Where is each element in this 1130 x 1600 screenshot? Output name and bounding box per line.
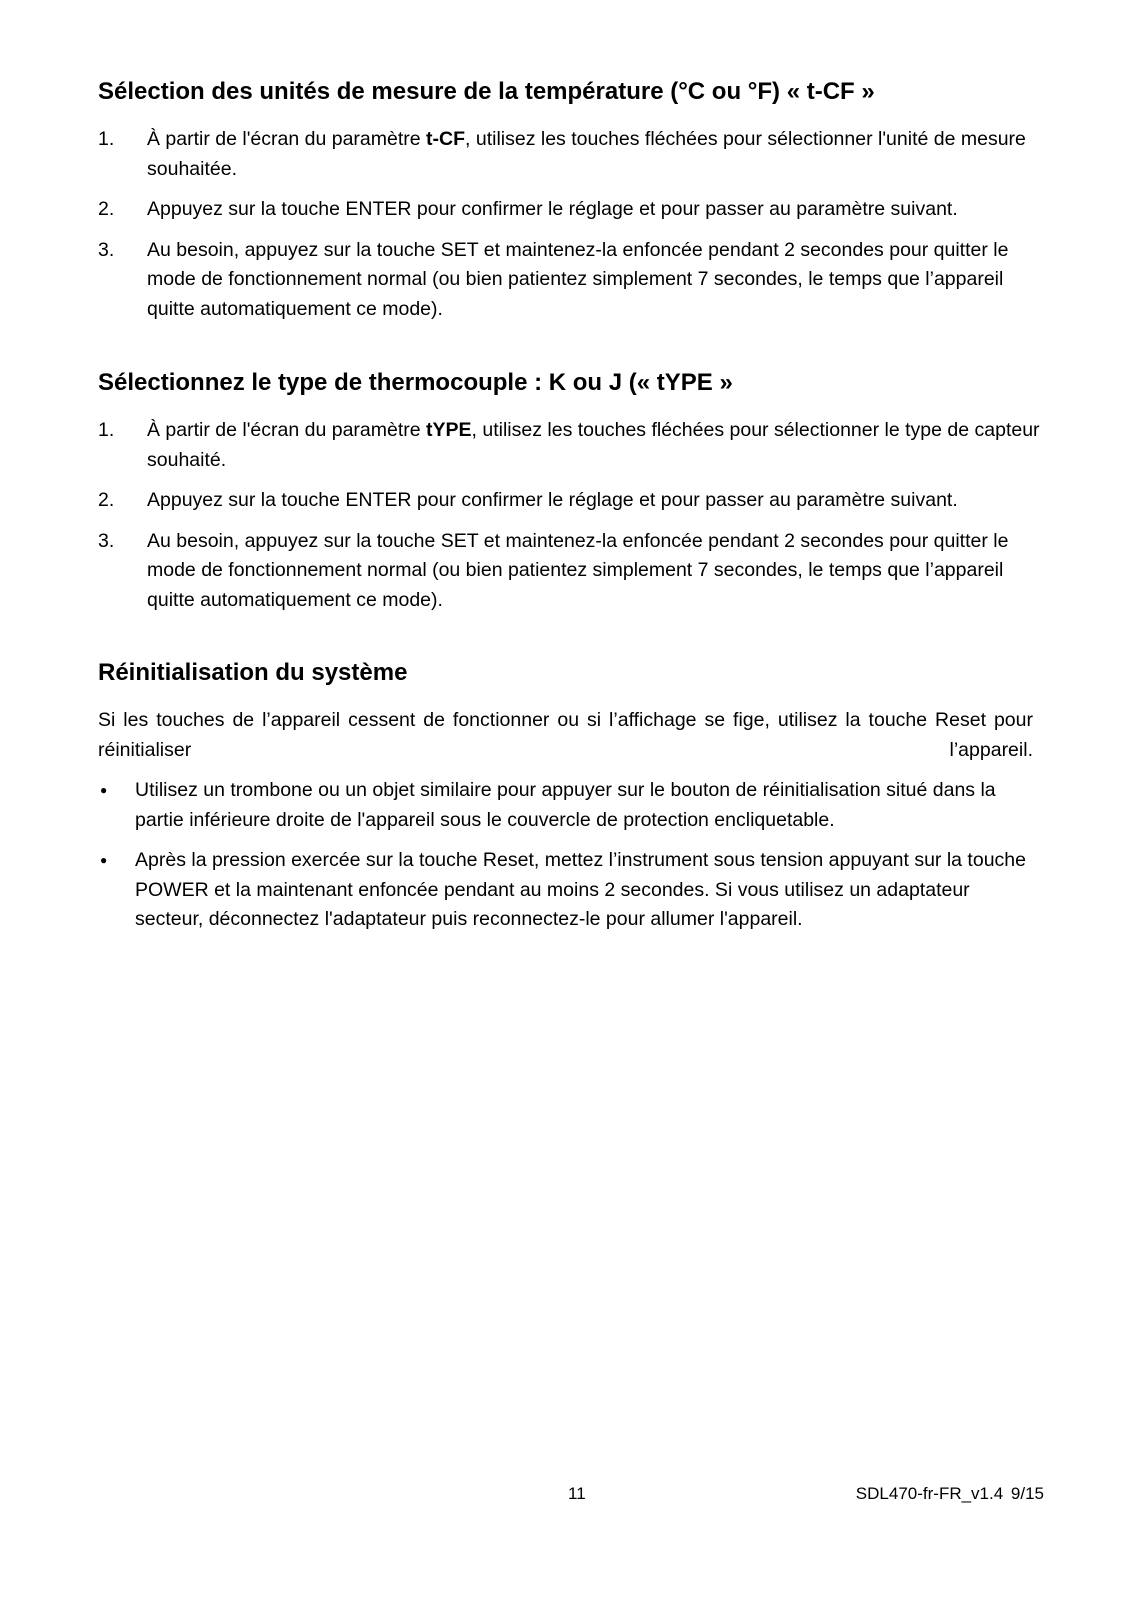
list-item [98, 416, 1043, 475]
section-heading-units: Sélection des unités de mesure de la température (°C ou °F) « t-CF » [98, 78, 875, 105]
section-heading-reset: Réinitialisation du système [98, 659, 408, 686]
item-text-post: , utilisez les touches fléchées pour sélectionner le type de capteur souhaité. [147, 419, 1040, 471]
steps-list-thermocouple [98, 416, 1043, 615]
item-text-post: , utilisez les touches fléchées pour sélectionner l'unité de mesure souhaitée. [147, 128, 1026, 180]
parameter-name: t-CF [426, 128, 466, 150]
list-item [98, 125, 1043, 184]
list-item [98, 527, 1043, 616]
document-id: SDL470-fr-FR_v1.4 9/15 [855, 1484, 1044, 1503]
item-text: Au besoin, appuyez sur la touche SET et maintenez-la enfoncée pendant 2 secondes pour quitter le mode de fonctionnement normal (ou bien patientez simplement 7 secondes, le temps que l’appareil quitte automatiquement ce mode). [147, 238, 1009, 320]
item-text: Appuyez sur la touche ENTER pour confirmer le réglage et pour passer au paramètre suivant. [147, 198, 958, 220]
item-number: 2. [98, 198, 115, 220]
item-text-pre: À partir de l'écran du paramètre [147, 419, 427, 441]
list-item [98, 486, 1043, 516]
reset-bullet-list [98, 776, 1043, 935]
bullet-icon: ● [100, 853, 108, 867]
item-number: 1. [98, 419, 115, 441]
item-text: Appuyez sur la touche ENTER pour confirmer le réglage et pour passer au paramètre suivant. [147, 489, 958, 511]
parameter-name: tYPE [426, 419, 472, 441]
list-item [98, 195, 1043, 225]
item-text-pre: À partir de l'écran du paramètre [147, 128, 427, 150]
item-number: 1. [98, 128, 115, 150]
steps-list-units [98, 125, 1043, 324]
list-item [98, 846, 1043, 935]
item-number: 2. [98, 489, 115, 511]
item-text: Utilisez un trombone ou un objet similaire pour appuyer sur le bouton de réinitialisation situé dans la partie inférieure droite de l'appareil sous le couvercle de protection encliquetable. [135, 779, 996, 831]
list-item [98, 236, 1043, 325]
item-number: 3. [98, 238, 115, 261]
bullet-icon: ● [100, 783, 108, 797]
reset-intro-paragraph: Si les touches de l’appareil cessent de fonctionner ou si l’affichage se fige, utilisez la touche Reset pour réinitialiser l’appareil. [98, 709, 1033, 761]
item-text: Après la pression exercée sur la touche Reset, mettez l’instrument sous tension appuyant sur la touche POWER et la maintenant enfoncée pendant au moins 2 secondes. Si vous utilisez un adaptateur secteur, déconnectez l'adaptateur puis reconnectez-le pour allumer l'appareil. [135, 849, 1026, 930]
list-item [98, 776, 1043, 835]
item-text: Au besoin, appuyez sur la touche SET et maintenez-la enfoncée pendant 2 secondes pour quitter le mode de fonctionnement normal (ou bien patientez simplement 7 secondes, le temps que l’appareil quitte automatiquement ce mode). [147, 529, 1009, 611]
section-heading-thermocouple: Sélectionnez le type de thermocouple : K ou J (« tYPE » [98, 369, 733, 396]
item-number: 3. [98, 529, 115, 552]
page-number: 11 [568, 1484, 586, 1503]
